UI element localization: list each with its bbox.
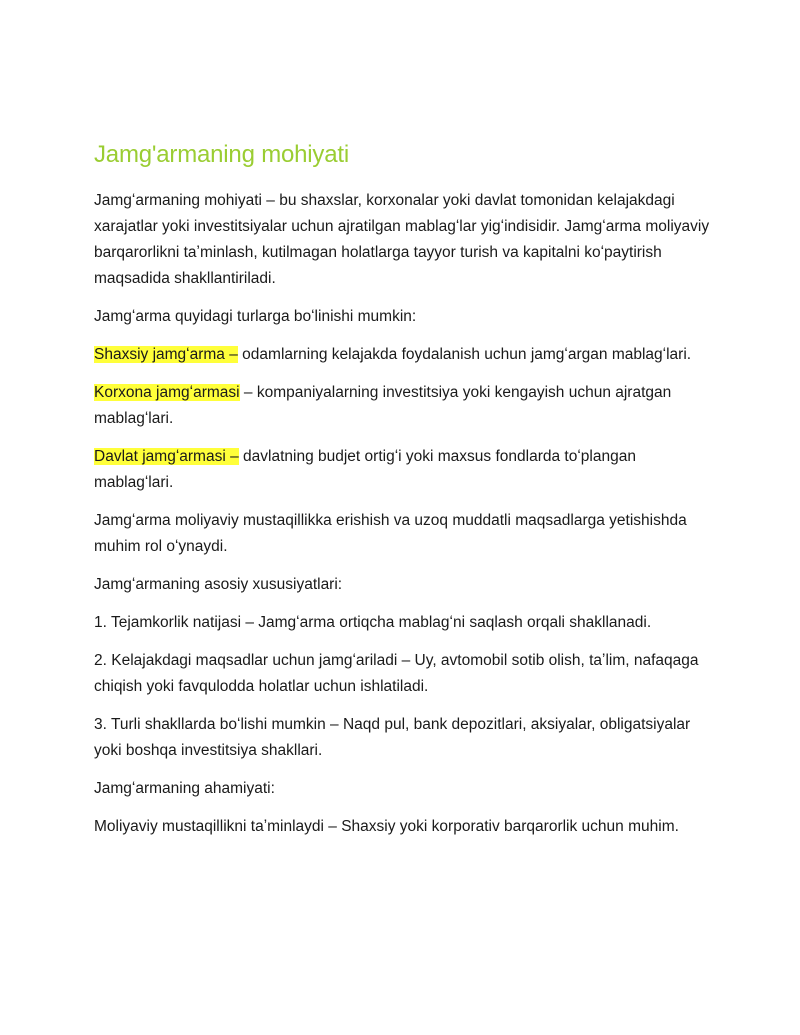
document-title: Jamg'armaning mohiyati — [94, 141, 349, 168]
type-item-company — [94, 380, 714, 432]
type-label-personal: Shaxsiy jamgʻarma – — [94, 346, 238, 363]
type-text-personal: odamlarning kelajakda foydalanish uchun jamgʻargan mablagʻlari. — [237, 346, 692, 363]
importance-heading: Jamgʻarmaning ahamiyati: — [94, 780, 275, 797]
feature-item-3: 3. Turli shakllarda boʻlishi mumkin – Naqd pul, bank depozitlari, aksiyalar, obligatsiyalar yoki boshqa investitsiya shakllari. — [94, 716, 691, 759]
role-paragraph: Jamgʻarma moliyaviy mustaqillikka erishish va uzoq muddatli maqsadlarga yetishishda muhim rol oʻynaydi. — [94, 512, 687, 555]
features-heading: Jamgʻarmaning asosiy xususiyatlari: — [94, 576, 343, 593]
type-text-company: – kompaniyalarning investitsiya yoki kengayish uchun ajratgan mablagʻlari. — [94, 384, 672, 427]
types-intro-paragraph: Jamgʻarma quyidagi turlarga boʻlinishi mumkin: — [94, 308, 417, 325]
document-page — [94, 138, 714, 852]
type-text-state: davlatning budjet ortigʻi yoki maxsus fondlarda toʻplangan mablagʻlari. — [94, 448, 636, 491]
type-label-state: Davlat jamgʻarmasi – — [94, 448, 239, 465]
feature-item-2: 2. Kelajakdagi maqsadlar uchun jamgʻariladi – Uy, avtomobil sotib olish, taʼlim, nafaqaga chiqish yoki favqulodda holatlar uchun ishlatiladi. — [94, 652, 699, 695]
type-item-state — [94, 444, 714, 496]
feature-item-1: 1. Tejamkorlik natijasi – Jamgʻarma ortiqcha mablagʻni saqlash orqali shakllanadi. — [94, 614, 652, 631]
type-label-company: Korxona jamgʻarmasi — [94, 384, 240, 401]
intro-paragraph: Jamgʻarmaning mohiyati – bu shaxslar, korxonalar yoki davlat tomonidan kelajakdagi xarajatlar yoki investitsiyalar uchun ajratilgan mablagʻlar yigʻindisidir. Jamgʻarma moliyaviy barqarorlikni taʼminlash, kutilmagan holatlarga tayyor turish va kapitalni koʻpaytirish maqsadida shakllantiriladi. — [94, 192, 710, 287]
importance-paragraph: Moliyaviy mustaqillikni taʼminlaydi – Shaxsiy yoki korporativ barqarorlik uchun muhim. — [94, 818, 679, 835]
type-item-personal — [94, 342, 714, 368]
